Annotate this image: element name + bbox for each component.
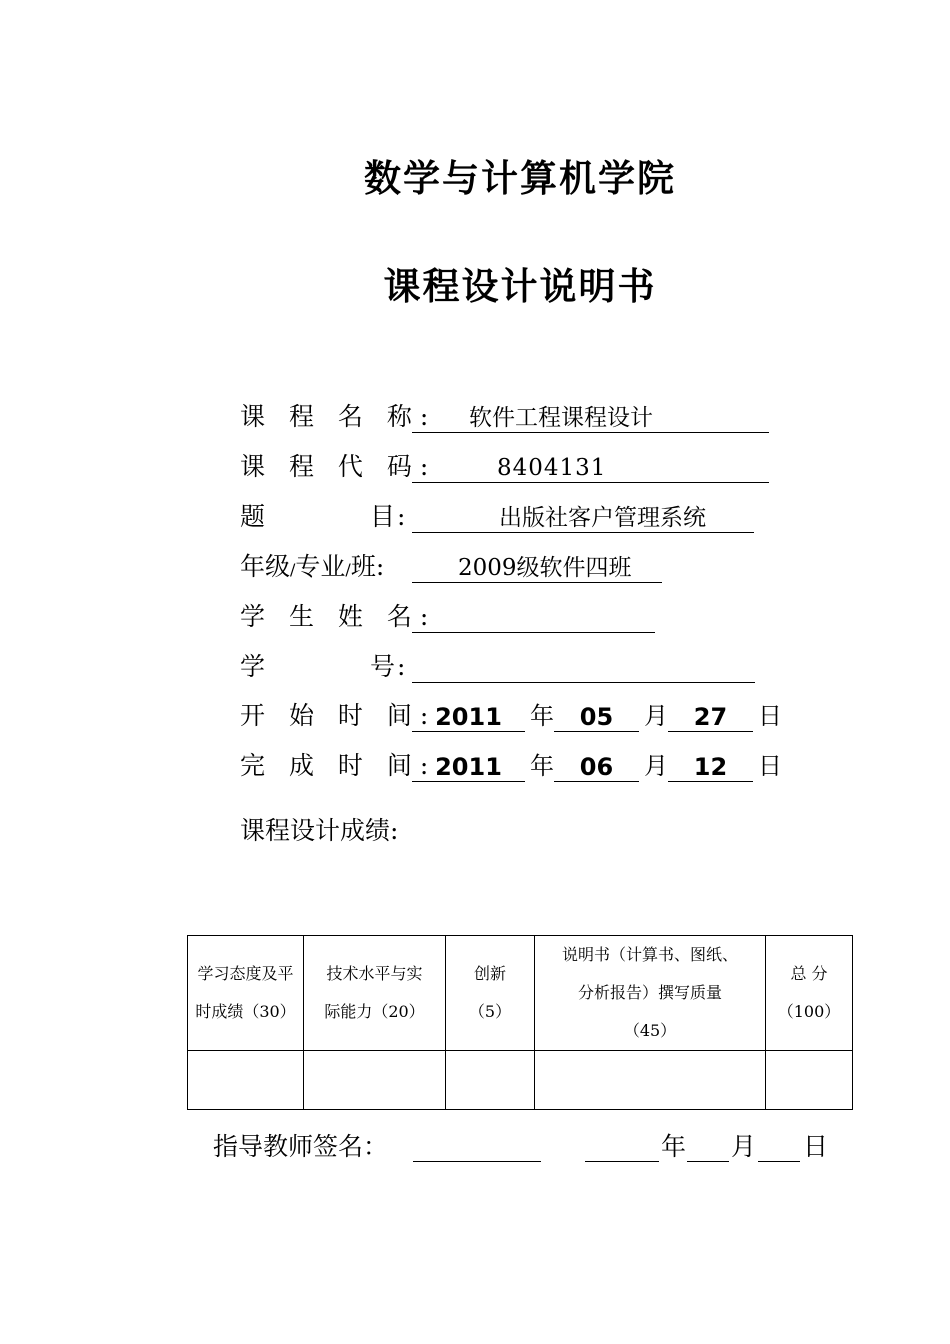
topic-value: 出版社客户管理系统	[412, 504, 754, 533]
course-name-label: 课 程 名 称	[240, 402, 420, 431]
signature-month-blank[interactable]	[687, 1133, 729, 1162]
signature-year-blank[interactable]	[585, 1133, 659, 1162]
course-name-value: 软件工程课程设计	[412, 404, 769, 433]
student-name-label: 学 生 姓 名	[240, 602, 420, 631]
student-id-value[interactable]	[412, 654, 755, 683]
start-day: 27	[668, 703, 753, 732]
grade-col-technical: 技术水平与实 际能力（20）	[304, 936, 446, 1051]
grade-col-innovation: 创新 （5）	[446, 936, 535, 1051]
end-day: 12	[668, 753, 753, 782]
student-name-value[interactable]	[412, 604, 655, 633]
field-course-code: 课 程 代 码: 8404131	[240, 452, 840, 482]
field-end-time: 完 成 时 间: 2011 年 06 月 12 日	[240, 751, 782, 781]
grade-col-attitude: 学习态度及平 时成绩（30）	[188, 936, 304, 1051]
field-course-name	[240, 402, 840, 432]
institute-title: 数学与计算机学院	[364, 157, 676, 200]
field-label: 课 程 名 称:	[240, 402, 429, 431]
grades-table	[187, 935, 853, 1110]
field-student-id: 学 号 :	[240, 652, 840, 682]
grades-header-row	[188, 936, 853, 1051]
field-class: 年级/专业/班: 2009级软件四班	[240, 552, 840, 582]
score-report[interactable]	[535, 1051, 766, 1110]
field-topic: 题 目 : 出版社客户管理系统	[240, 502, 840, 532]
document-title: 课程设计说明书	[383, 265, 657, 308]
topic-label-b: 目	[370, 502, 396, 531]
grade-col-report: 说明书（计算书、图纸、 分析报告）撰写质量 （45）	[535, 936, 766, 1051]
end-month: 06	[554, 753, 639, 782]
score-technical[interactable]	[304, 1051, 446, 1110]
signature-row: 指导教师签名： 年 月 日	[213, 1132, 829, 1161]
score-innovation[interactable]	[446, 1051, 535, 1110]
class-value: 2009级软件四班	[412, 554, 662, 583]
field-student-name: 学 生 姓 名:	[240, 602, 840, 632]
course-code-label: 课 程 代 码	[240, 452, 420, 481]
score-total[interactable]	[766, 1051, 853, 1110]
start-month: 05	[554, 703, 639, 732]
grade-col-total: 总 分 （100）	[766, 936, 853, 1051]
signature-label: 指导教师签名：	[213, 1132, 389, 1161]
grades-score-row	[188, 1051, 853, 1110]
start-year: 2011	[412, 703, 525, 732]
end-year: 2011	[412, 753, 525, 782]
course-code-value: 8404131	[412, 454, 769, 483]
grades-label: 课程设计成绩:	[240, 816, 399, 845]
score-attitude[interactable]	[188, 1051, 304, 1110]
topic-label-a: 题	[240, 502, 266, 531]
signature-day-blank[interactable]	[758, 1133, 800, 1162]
field-start-time: 开 始 时 间: 2011 年 05 月 27 日	[240, 701, 782, 731]
signature-blank[interactable]	[413, 1133, 541, 1162]
